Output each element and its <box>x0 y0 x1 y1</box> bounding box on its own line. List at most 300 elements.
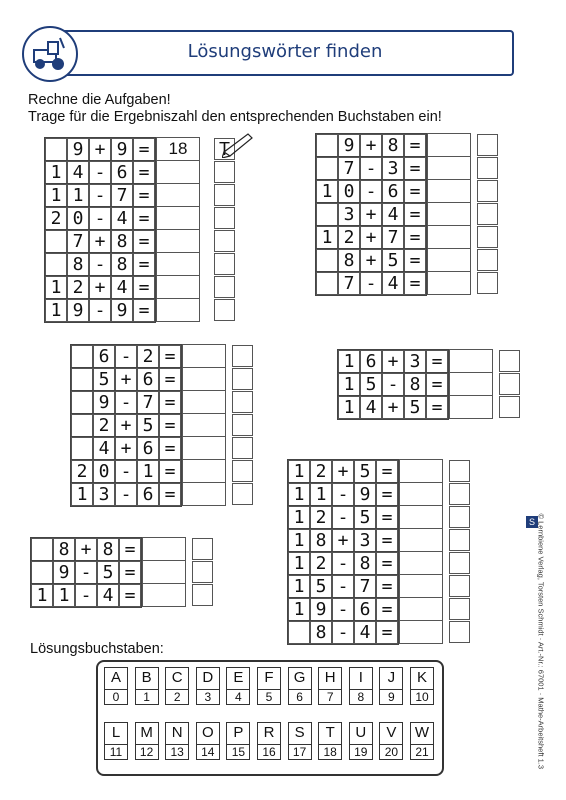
solution-letter: K <box>416 669 427 686</box>
side-credit <box>526 513 546 786</box>
letter-box[interactable] <box>449 552 470 574</box>
solution-number: 5 <box>258 689 280 704</box>
solution-letter: B <box>141 669 152 686</box>
letter-box[interactable] <box>449 598 470 620</box>
digit-cell: 1 <box>31 584 53 607</box>
publisher-logo: S <box>526 516 538 528</box>
letter-box[interactable] <box>232 483 253 505</box>
digit-cell: 2 <box>310 552 332 575</box>
digit-cell <box>316 203 338 226</box>
digit-cell: - <box>75 561 97 584</box>
digit-cell <box>316 272 338 295</box>
digit-cell: 9 <box>111 138 133 161</box>
solution-letter-box <box>257 722 281 760</box>
solution-number: 7 <box>319 689 341 704</box>
equation-row <box>70 436 182 461</box>
digit-cell: 5 <box>382 249 404 272</box>
digit-cell: 4 <box>97 584 119 607</box>
digit-cell: 5 <box>137 414 159 437</box>
letter-box[interactable] <box>232 460 253 482</box>
digit-cell: 7 <box>338 272 360 295</box>
digit-cell: 4 <box>360 396 382 419</box>
equation-row <box>44 160 156 185</box>
solution-letter: M <box>140 724 153 741</box>
digit-cell <box>31 561 53 584</box>
digit-cell: 6 <box>137 368 159 391</box>
answer-box[interactable] <box>399 482 443 506</box>
solution-number: 20 <box>380 744 402 759</box>
digit-cell: 6 <box>137 483 159 506</box>
equation-row <box>70 390 182 415</box>
answer-box[interactable] <box>142 537 186 561</box>
digit-cell: 1 <box>316 226 338 249</box>
digit-cell: - <box>75 584 97 607</box>
solution-number: 12 <box>136 744 158 759</box>
solution-number: 6 <box>289 689 311 704</box>
digit-cell: = <box>426 350 448 373</box>
answer-box[interactable] <box>427 202 471 226</box>
digit-cell: = <box>133 299 155 322</box>
pen-icon <box>222 130 256 163</box>
digit-cell: 4 <box>382 203 404 226</box>
digit-cell: = <box>119 538 141 561</box>
solution-number: 11 <box>105 744 127 759</box>
equation-row <box>315 202 427 227</box>
solution-number: 15 <box>227 744 249 759</box>
solution-letter-box <box>135 722 159 760</box>
letter-box[interactable] <box>232 368 253 390</box>
digit-cell: 2 <box>67 276 89 299</box>
solution-number: 14 <box>197 744 219 759</box>
letter-box[interactable] <box>232 345 253 367</box>
digit-cell <box>71 414 93 437</box>
answer-box[interactable] <box>449 395 493 419</box>
equation-row <box>287 505 399 530</box>
digit-cell: 1 <box>45 161 67 184</box>
digit-cell: = <box>404 157 426 180</box>
digit-cell: = <box>376 460 398 483</box>
answer-box[interactable] <box>182 482 226 506</box>
digit-cell: - <box>332 575 354 598</box>
letter-box[interactable] <box>477 157 498 179</box>
tractor-icon <box>22 26 78 82</box>
answer-box[interactable] <box>427 248 471 272</box>
digit-cell <box>71 368 93 391</box>
digit-cell: - <box>360 272 382 295</box>
answer-box[interactable] <box>182 367 226 391</box>
digit-cell: 1 <box>288 483 310 506</box>
digit-cell: = <box>426 396 448 419</box>
letter-box[interactable] <box>449 621 470 643</box>
digit-cell: = <box>119 584 141 607</box>
digit-cell: 7 <box>111 184 133 207</box>
answer-box[interactable] <box>427 156 471 180</box>
answer-box[interactable] <box>156 298 200 322</box>
answer-box[interactable] <box>399 505 443 529</box>
digit-cell: + <box>332 529 354 552</box>
solution-letter: L <box>111 724 121 741</box>
credit-text: © Lernbiene Verlag, Torsten Schmidt · Art.-Nr.: 67001 · Mathe-Arbeitsheft 1.3 <box>536 513 546 770</box>
equation-row <box>315 248 427 273</box>
digit-cell: - <box>332 552 354 575</box>
digit-cell: 9 <box>354 483 376 506</box>
digit-cell: = <box>159 391 181 414</box>
digit-cell: = <box>133 230 155 253</box>
digit-cell: = <box>376 552 398 575</box>
letter-box[interactable] <box>477 180 498 202</box>
digit-cell: 1 <box>45 299 67 322</box>
solution-letter: O <box>201 724 214 741</box>
solution-letter-box <box>104 722 128 760</box>
letter-box[interactable] <box>214 299 235 321</box>
digit-cell: 6 <box>354 598 376 621</box>
digit-cell: - <box>382 373 404 396</box>
letter-box[interactable] <box>192 561 213 583</box>
equation-row <box>287 574 399 599</box>
digit-cell: 1 <box>338 350 360 373</box>
letter-box[interactable] <box>477 203 498 225</box>
digit-cell: 3 <box>382 157 404 180</box>
digit-cell: + <box>360 226 382 249</box>
letter-box[interactable] <box>499 396 520 418</box>
digit-cell: + <box>89 138 111 161</box>
equation-row <box>337 372 449 397</box>
instruction-line-2: Trage für die Ergebniszahl den entsprechenden Buchstaben ein! <box>28 109 442 125</box>
digit-cell: = <box>133 161 155 184</box>
letter-box[interactable] <box>499 373 520 395</box>
digit-cell: 6 <box>360 350 382 373</box>
digit-cell: - <box>360 180 382 203</box>
equation-row <box>44 275 156 300</box>
digit-cell: - <box>332 598 354 621</box>
solution-letter: V <box>386 724 397 741</box>
digit-cell: 7 <box>382 226 404 249</box>
equation-row <box>287 528 399 553</box>
equation-row <box>287 620 399 645</box>
digit-cell: = <box>404 180 426 203</box>
answer-box[interactable] <box>142 583 186 607</box>
equation-row <box>315 179 427 204</box>
digit-cell: 9 <box>338 134 360 157</box>
digit-cell: + <box>360 203 382 226</box>
digit-cell: = <box>159 483 181 506</box>
digit-cell: 1 <box>310 483 332 506</box>
solution-number: 21 <box>411 744 433 759</box>
answer-box[interactable]: 18 <box>156 137 200 161</box>
solution-letter: W <box>414 724 430 741</box>
digit-cell: = <box>133 276 155 299</box>
digit-cell: 5 <box>310 575 332 598</box>
digit-cell: 7 <box>67 230 89 253</box>
equation-row <box>287 459 399 484</box>
answer-box[interactable] <box>399 459 443 483</box>
letter-box[interactable] <box>477 134 498 156</box>
digit-cell: 1 <box>53 584 75 607</box>
solution-letter-box <box>196 722 220 760</box>
solution-letter: A <box>110 669 121 686</box>
digit-cell: 1 <box>71 483 93 506</box>
digit-cell: - <box>89 299 111 322</box>
solution-number: 1 <box>136 689 158 704</box>
digit-cell: - <box>332 483 354 506</box>
solution-letter: H <box>324 669 336 686</box>
letter-box[interactable] <box>214 161 235 183</box>
digit-cell: 2 <box>310 506 332 529</box>
digit-cell: 2 <box>310 460 332 483</box>
digit-cell: 6 <box>382 180 404 203</box>
equation-row <box>315 225 427 250</box>
digit-cell: 5 <box>354 460 376 483</box>
answer-box[interactable] <box>142 560 186 584</box>
solution-letter: I <box>358 669 363 686</box>
digit-cell <box>71 391 93 414</box>
answer-box[interactable] <box>182 436 226 460</box>
solution-letter-box <box>349 722 373 760</box>
letter-box[interactable] <box>214 184 235 206</box>
digit-cell: 8 <box>111 253 133 276</box>
digit-cell: 7 <box>354 575 376 598</box>
digit-cell: 3 <box>354 529 376 552</box>
solution-letter-box <box>226 667 250 705</box>
page-title: Lösungswörter finden <box>187 41 383 62</box>
solution-letter-box <box>349 667 373 705</box>
equation-row <box>70 344 182 369</box>
equation-row <box>337 349 449 374</box>
digit-cell: 6 <box>93 345 115 368</box>
digit-cell: = <box>159 437 181 460</box>
letter-box[interactable] <box>499 350 520 372</box>
answer-box[interactable] <box>427 271 471 295</box>
digit-cell: = <box>133 184 155 207</box>
digit-cell: 8 <box>382 134 404 157</box>
digit-cell: 8 <box>354 552 376 575</box>
answer-box[interactable] <box>156 275 200 299</box>
answer-box[interactable] <box>427 179 471 203</box>
answer-box[interactable] <box>156 206 200 230</box>
digit-cell: + <box>115 414 137 437</box>
digit-cell: 0 <box>67 207 89 230</box>
letter-box[interactable] <box>477 272 498 294</box>
solution-number: 13 <box>166 744 188 759</box>
digit-cell <box>316 249 338 272</box>
digit-cell: - <box>332 621 354 644</box>
digit-cell: 8 <box>67 253 89 276</box>
answer-box[interactable] <box>399 597 443 621</box>
letter-box[interactable] <box>214 276 235 298</box>
solution-letter-box <box>257 667 281 705</box>
solution-number: 2 <box>166 689 188 704</box>
solution-letter: D <box>202 669 214 686</box>
title-box <box>56 30 514 76</box>
digit-cell: 8 <box>53 538 75 561</box>
digit-cell: 2 <box>338 226 360 249</box>
digit-cell <box>71 437 93 460</box>
digit-cell: 1 <box>288 575 310 598</box>
solution-number: 8 <box>350 689 372 704</box>
digit-cell: 8 <box>97 538 119 561</box>
letter-box[interactable] <box>449 506 470 528</box>
digit-cell: 1 <box>288 460 310 483</box>
digit-cell: 4 <box>354 621 376 644</box>
equation-row <box>30 583 142 608</box>
digit-cell: = <box>404 226 426 249</box>
digit-cell: 4 <box>67 161 89 184</box>
instruction-line-1: Rechne die Aufgaben! <box>28 92 171 108</box>
answer-box[interactable] <box>156 252 200 276</box>
digit-cell: 7 <box>137 391 159 414</box>
solution-number: 19 <box>350 744 372 759</box>
answer-box[interactable] <box>156 183 200 207</box>
digit-cell: = <box>404 249 426 272</box>
solution-letter-box <box>379 722 403 760</box>
digit-cell: 1 <box>288 552 310 575</box>
digit-cell: - <box>89 253 111 276</box>
digit-cell: + <box>115 437 137 460</box>
solution-letter-box <box>379 667 403 705</box>
answer-box[interactable] <box>182 459 226 483</box>
answer-box[interactable] <box>156 160 200 184</box>
digit-cell: 6 <box>137 437 159 460</box>
digit-cell <box>316 157 338 180</box>
answer-box[interactable] <box>399 574 443 598</box>
letter-box[interactable] <box>214 230 235 252</box>
letter-box[interactable] <box>232 414 253 436</box>
digit-cell: = <box>376 529 398 552</box>
digit-cell: 2 <box>71 460 93 483</box>
solution-letters-title: Lösungsbuchstaben: <box>30 641 164 657</box>
digit-cell: = <box>376 598 398 621</box>
digit-cell: + <box>89 276 111 299</box>
digit-cell: 3 <box>338 203 360 226</box>
digit-cell: 1 <box>45 276 67 299</box>
letter-box[interactable] <box>232 437 253 459</box>
letter-box[interactable] <box>192 584 213 606</box>
digit-cell: = <box>376 575 398 598</box>
letter-box[interactable] <box>214 207 235 229</box>
digit-cell: = <box>159 414 181 437</box>
digit-cell: = <box>119 561 141 584</box>
solution-letter-box <box>165 722 189 760</box>
digit-cell: 1 <box>288 529 310 552</box>
answer-box[interactable] <box>449 349 493 373</box>
equation-row <box>287 482 399 507</box>
digit-cell: 2 <box>137 345 159 368</box>
answer-box[interactable] <box>182 344 226 368</box>
digit-cell: 3 <box>93 483 115 506</box>
answer-box[interactable] <box>156 229 200 253</box>
digit-cell: 2 <box>45 207 67 230</box>
answer-box[interactable] <box>399 528 443 552</box>
digit-cell: + <box>75 538 97 561</box>
digit-cell: 1 <box>137 460 159 483</box>
solution-letter-box <box>410 667 434 705</box>
digit-cell: + <box>89 230 111 253</box>
solution-letter-box <box>318 722 342 760</box>
digit-cell: = <box>376 506 398 529</box>
digit-cell: + <box>360 134 382 157</box>
digit-cell: - <box>89 161 111 184</box>
answer-box[interactable] <box>427 225 471 249</box>
answer-box[interactable] <box>427 133 471 157</box>
equation-row <box>337 395 449 420</box>
digit-cell: 9 <box>53 561 75 584</box>
equation-row <box>44 206 156 231</box>
digit-cell <box>31 538 53 561</box>
digit-cell <box>45 138 67 161</box>
digit-cell: + <box>382 396 404 419</box>
letter-box[interactable] <box>232 391 253 413</box>
digit-cell: = <box>426 373 448 396</box>
equation-row <box>315 156 427 181</box>
digit-cell: + <box>360 249 382 272</box>
digit-cell: - <box>115 391 137 414</box>
letter-box[interactable] <box>449 483 470 505</box>
solution-letter-box <box>135 667 159 705</box>
digit-cell: = <box>133 207 155 230</box>
letter-box[interactable] <box>477 249 498 271</box>
solution-number: 0 <box>105 689 127 704</box>
digit-cell: 8 <box>338 249 360 272</box>
digit-cell: 1 <box>67 184 89 207</box>
digit-cell: 3 <box>404 350 426 373</box>
digit-cell: = <box>404 134 426 157</box>
digit-cell: 8 <box>310 529 332 552</box>
digit-cell: 2 <box>93 414 115 437</box>
solution-letter-box <box>288 722 312 760</box>
solution-letter-box <box>196 667 220 705</box>
solution-letter: N <box>171 724 183 741</box>
letter-box[interactable] <box>449 575 470 597</box>
letter-box[interactable]: T <box>214 138 235 160</box>
answer-box[interactable] <box>182 413 226 437</box>
letter-box[interactable] <box>449 529 470 551</box>
equation-row <box>44 229 156 254</box>
solution-letter: U <box>355 724 367 741</box>
digit-cell: 8 <box>404 373 426 396</box>
solution-letter: F <box>264 669 274 686</box>
digit-cell: 1 <box>338 373 360 396</box>
equation-row <box>44 137 156 162</box>
digit-cell <box>316 134 338 157</box>
digit-cell: = <box>159 460 181 483</box>
digit-cell <box>71 345 93 368</box>
answer-box[interactable] <box>449 372 493 396</box>
digit-cell: 5 <box>97 561 119 584</box>
digit-cell: 9 <box>67 299 89 322</box>
letter-box[interactable] <box>449 460 470 482</box>
letter-box[interactable] <box>214 253 235 275</box>
letter-box[interactable] <box>477 226 498 248</box>
digit-cell: 5 <box>354 506 376 529</box>
solution-letter-box <box>410 722 434 760</box>
solution-letter-box <box>104 667 128 705</box>
digit-cell: = <box>133 138 155 161</box>
digit-cell: 0 <box>338 180 360 203</box>
digit-cell: 5 <box>360 373 382 396</box>
equation-row <box>30 537 142 562</box>
equation-row <box>70 482 182 507</box>
digit-cell: - <box>89 184 111 207</box>
equation-row <box>70 413 182 438</box>
answer-box[interactable] <box>399 551 443 575</box>
solution-number: 18 <box>319 744 341 759</box>
equation-row <box>315 133 427 158</box>
digit-cell: + <box>332 460 354 483</box>
letter-box[interactable] <box>192 538 213 560</box>
equation-row <box>70 459 182 484</box>
answer-box[interactable] <box>182 390 226 414</box>
answer-box[interactable] <box>399 620 443 644</box>
